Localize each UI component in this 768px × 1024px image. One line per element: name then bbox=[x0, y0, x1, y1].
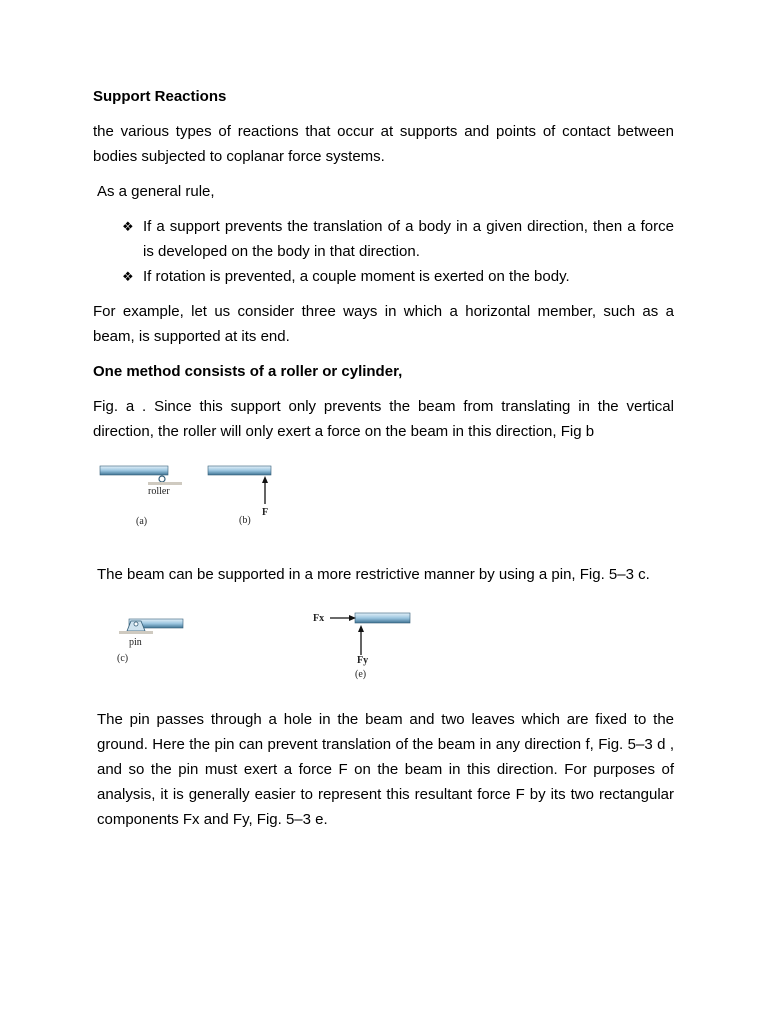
fig-a-caption: (a) bbox=[136, 516, 148, 527]
fig-e-caption: (e) bbox=[355, 669, 367, 680]
roller-label: roller bbox=[148, 486, 170, 497]
pin-components-diagram bbox=[313, 605, 423, 695]
roller-figure-row bbox=[93, 454, 674, 562]
diamond-bullet-icon: ❖ bbox=[122, 219, 134, 234]
roller-support-diagram bbox=[100, 456, 190, 546]
intro-paragraph: the various types of reactions that occur at supports and points of contact between bodies subjected to coplanar force systems. bbox=[93, 123, 674, 165]
force-fy-label: Fy bbox=[357, 655, 369, 666]
roller-force-diagram bbox=[208, 456, 288, 546]
pin-explanation-paragraph: The pin passes through a hole in the beam and two leaves which are fixed to the ground. Here the pin can prevent translation of the beam in any direction f, Fig. 5–3 d , and so the pin must exert a force F on the beam in this direction. For purposes of analysis, it is generally easier to represent this resultant force F by its two rectangular components Fx and Fy, Fig. 5–3 e. bbox=[97, 711, 674, 828]
force-f-label: F bbox=[262, 507, 269, 518]
force-figure-b bbox=[208, 456, 288, 546]
rules-list bbox=[93, 214, 674, 289]
fig-c-caption: (c) bbox=[117, 653, 129, 664]
pin-support-diagram bbox=[93, 611, 193, 691]
pin-figure-row bbox=[93, 597, 674, 707]
components-figure-e bbox=[313, 605, 423, 695]
force-fx-label: Fx bbox=[313, 613, 325, 624]
general-rule-text: As a general rule, bbox=[97, 183, 215, 200]
pin-paragraph: The beam can be supported in a more restrictive manner by using a pin, Fig. 5–3 c. bbox=[97, 566, 650, 583]
pin-figure-c bbox=[93, 611, 193, 691]
pin-label: pin bbox=[129, 637, 142, 648]
example-paragraph: For example, let us consider three ways in which a horizontal member, such as a beam, is supported at its end. bbox=[93, 303, 674, 345]
roller-figure-a bbox=[100, 456, 190, 546]
list-item: ❖ If a support prevents the translation of a body in a given direction, then a force is developed on the body in that direction. bbox=[122, 214, 674, 264]
section-title: Support Reactions bbox=[93, 88, 227, 105]
method-heading: One method consists of a roller or cylinder, bbox=[93, 363, 403, 380]
diamond-bullet-icon: ❖ bbox=[122, 269, 134, 284]
list-item: ❖ If rotation is prevented, a couple moment is exerted on the body. bbox=[122, 264, 674, 289]
fig-b-caption: (b) bbox=[239, 515, 251, 526]
roller-paragraph: Fig. a . Since this support only prevents the beam from translating in the vertical direction, the roller will only exert a force on the beam in this direction, Fig b bbox=[93, 398, 674, 440]
document-page bbox=[93, 84, 674, 842]
